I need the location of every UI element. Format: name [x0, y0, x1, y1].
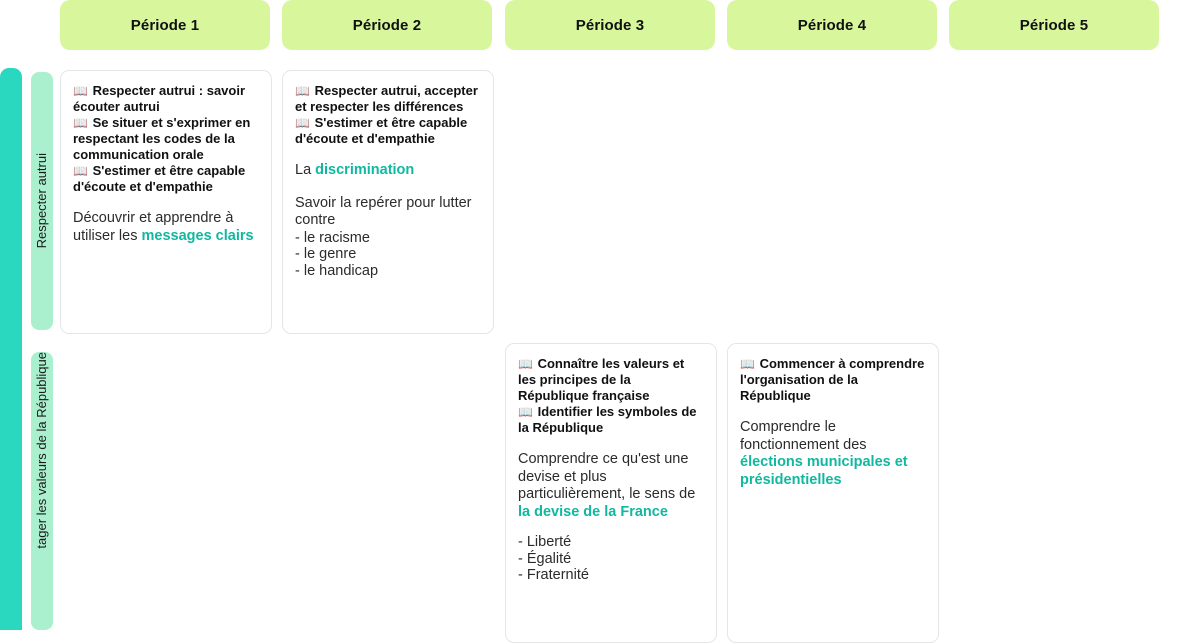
card-lead	[295, 162, 481, 180]
row-label-text: tager les valeurs de la République	[34, 352, 49, 549]
period-chip-4[interactable]	[727, 0, 937, 50]
card-objective	[73, 83, 259, 195]
card-objective-text: Se situer et s'exprimer en respectant les codes de la communication orale	[73, 115, 251, 162]
card-list-item: - Égalité	[518, 550, 572, 567]
card-objective-text: Respecter autrui : savoir écouter autrui	[73, 83, 246, 114]
card-body	[73, 210, 259, 245]
card-body-highlight: la devise de la France	[518, 503, 668, 520]
card-body	[740, 419, 926, 489]
book-icon: 📖	[740, 357, 756, 371]
card-objective-text: Respecter autrui, accepter et respecter les différences	[295, 83, 478, 114]
card-objective	[518, 356, 704, 436]
card-body-highlight: élections municipales et présidentielles	[740, 454, 908, 488]
card-respecter-autrui-periode-1[interactable]	[60, 70, 272, 334]
row-label-valeurs-republique[interactable]	[31, 352, 53, 630]
book-icon: 📖	[73, 116, 89, 130]
card-lead-highlight: discrimination	[315, 162, 415, 178]
period-chip-label: Période 5	[1019, 16, 1089, 34]
left-rail-spine	[0, 68, 22, 630]
card-body	[518, 451, 704, 521]
card-list-item: - Fraternité	[518, 567, 589, 583]
period-chip-label: Période 4	[797, 16, 867, 34]
card-list-item: - le handicap	[295, 262, 379, 279]
card-body: Savoir la repérer pour lutter contre	[295, 194, 472, 228]
card-objective-text: Identifier les symboles de la République	[518, 404, 697, 435]
period-chip-label: Période 1	[130, 16, 200, 34]
period-chip-1[interactable]	[60, 0, 270, 50]
card-item-list	[518, 534, 704, 584]
card-lead-text: La	[295, 162, 316, 178]
card-item-list	[295, 230, 481, 280]
card-list-item: - Liberté	[518, 534, 572, 550]
period-chip-5[interactable]	[949, 0, 1159, 50]
card-objective	[740, 356, 926, 404]
card-body-highlight: messages clairs	[141, 227, 254, 244]
card-valeurs-republique-periode-4[interactable]	[727, 343, 939, 643]
card-respecter-autrui-periode-2[interactable]	[282, 70, 494, 334]
period-chip-label: Période 2	[352, 16, 422, 34]
card-body-text: Comprendre le fonctionnement des	[740, 419, 867, 453]
period-chip-2[interactable]	[282, 0, 492, 50]
book-icon: 📖	[518, 357, 534, 371]
card-objective	[295, 83, 481, 147]
card-body-text: Comprendre ce qu'est une devise et plus particulièrement, le sens de	[518, 451, 696, 502]
card-list-item: - le racisme	[295, 229, 370, 246]
card-list-item: - le genre	[295, 246, 357, 262]
card-objective-text: S'estimer et être capable d'écoute et d'empathie	[295, 115, 468, 146]
period-chip-3[interactable]	[505, 0, 715, 50]
period-chip-label: Période 3	[575, 16, 645, 34]
row-label-respecter-autrui[interactable]	[31, 72, 53, 330]
card-valeurs-republique-periode-3[interactable]	[505, 343, 717, 643]
book-icon: 📖	[73, 164, 89, 178]
card-body-text: Découvrir et apprendre à utiliser les	[73, 210, 234, 244]
card-objective-text: Connaître les valeurs et les principes de la République française	[518, 356, 685, 403]
book-icon: 📖	[73, 84, 89, 98]
book-icon: 📖	[518, 405, 534, 419]
card-objective-text: S'estimer et être capable d'écoute et d'empathie	[73, 163, 246, 194]
book-icon: 📖	[295, 116, 311, 130]
row-label-text: Respecter autrui	[34, 153, 49, 249]
period-header-row	[0, 0, 1200, 52]
book-icon: 📖	[295, 84, 311, 98]
card-objective-text: Commencer à comprendre l'organisation de la République	[740, 356, 925, 403]
